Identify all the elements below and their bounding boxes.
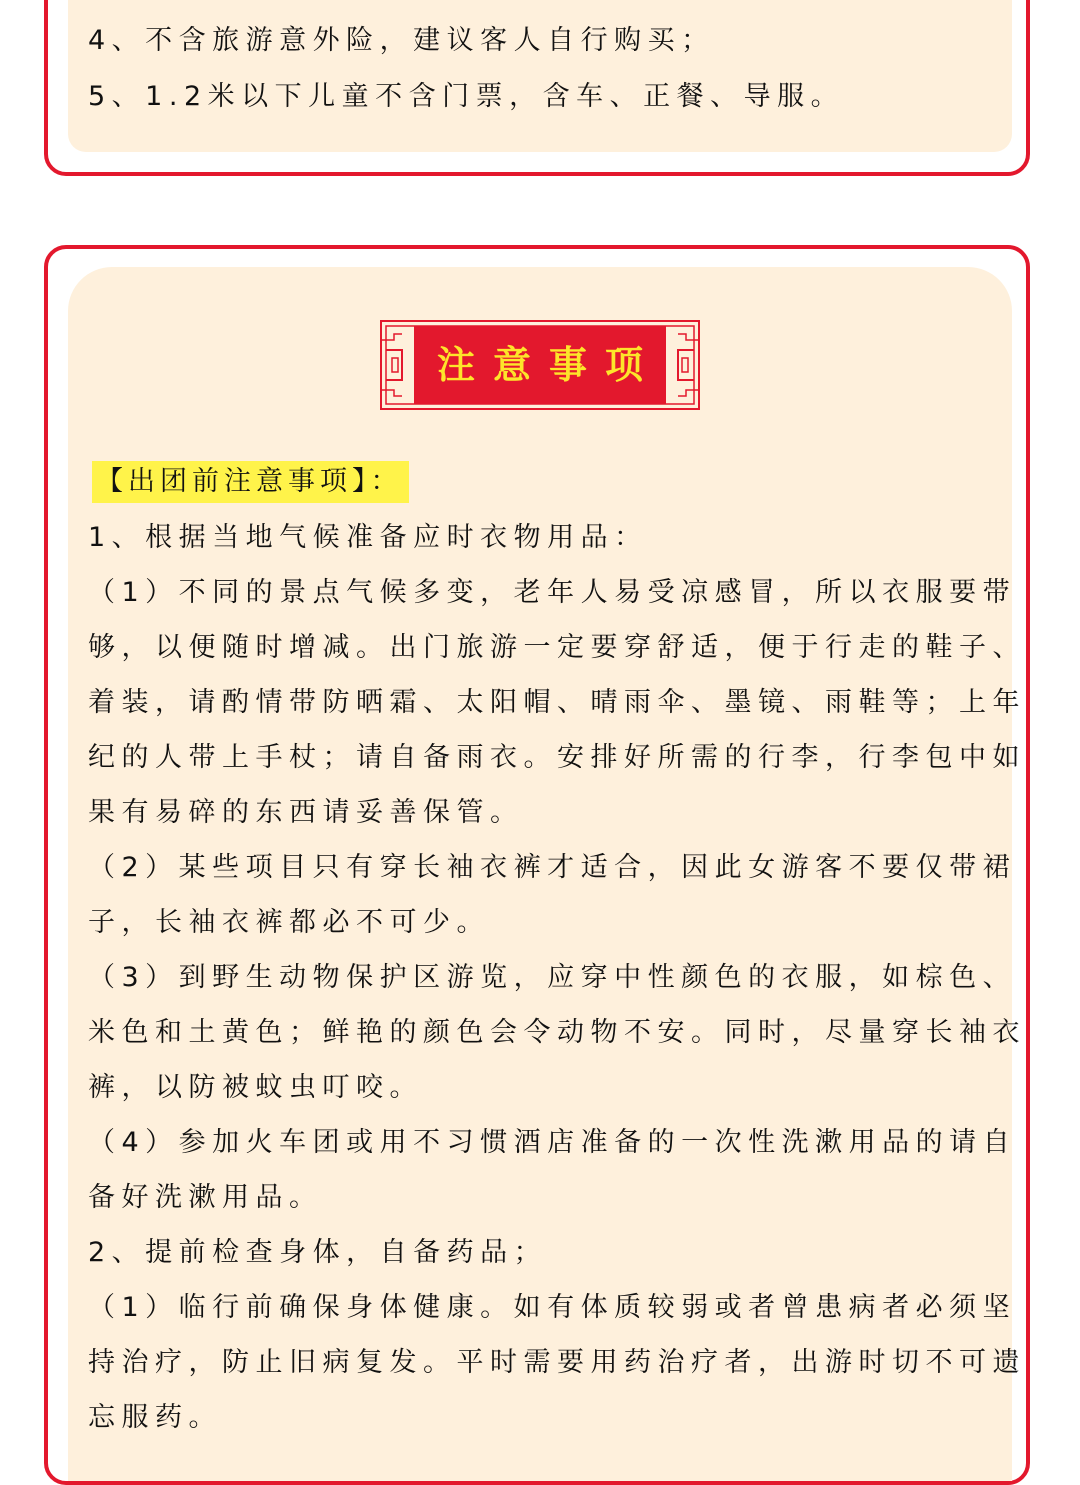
notice-line: （1）不同的景点气候多变，老年人易受凉感冒，所以衣服要带 — [88, 577, 1017, 608]
notice-line: （4）参加火车团或用不习惯酒店准备的一次性洗漱用品的请自 — [88, 1127, 1017, 1158]
notice-line: 米色和土黄色；鲜艳的颜色会令动物不安。同时，尽量穿长袖衣 — [88, 1017, 1026, 1048]
section-title-banner — [380, 320, 700, 410]
notice-line: （1）临行前确保身体健康。如有体质较弱或者曾患病者必须坚 — [88, 1292, 1017, 1323]
notice-line: 忘服药。 — [88, 1402, 222, 1433]
fee-note-line-5: 5、1.2米以下儿童不含门票，含车、正餐、导服。 — [88, 81, 845, 112]
notice-line: （3）到野生动物保护区游览，应穿中性颜色的衣服，如棕色、 — [88, 962, 1017, 993]
notice-line: 子，长袖衣裤都必不可少。 — [88, 907, 490, 938]
pre-departure-heading: 【出团前注意事项】： — [92, 461, 409, 503]
notice-line: 持治疗，防止旧病复发。平时需要用药治疗者，出游时切不可遗 — [88, 1347, 1026, 1378]
notice-line: 裤，以防被蚊虫叮咬。 — [88, 1072, 423, 1103]
fee-note-line-4: 4、不含旅游意外险，建议客人自行购买； — [88, 25, 715, 56]
notice-line: （2）某些项目只有穿长袖衣裤才适合，因此女游客不要仅带裙 — [88, 852, 1017, 883]
notice-line: 备好洗漱用品。 — [88, 1182, 323, 1213]
section-title: 注意事项 — [436, 343, 661, 387]
notice-line: 够，以便随时增减。出门旅游一定要穿舒适，便于行走的鞋子、 — [88, 632, 1026, 663]
notice-line: 纪的人带上手杖；请自备雨衣。安排好所需的行李，行李包中如 — [88, 742, 1026, 773]
notice-line: 着装，请酌情带防晒霜、太阳帽、晴雨伞、墨镜、雨鞋等；上年 — [88, 687, 1026, 718]
notice-line: 果有易碎的东西请妥善保管。 — [88, 797, 524, 828]
notice-line: 2、提前检查身体，自备药品； — [88, 1237, 548, 1268]
notice-line: 1、根据当地气候准备应时衣物用品： — [88, 522, 648, 553]
